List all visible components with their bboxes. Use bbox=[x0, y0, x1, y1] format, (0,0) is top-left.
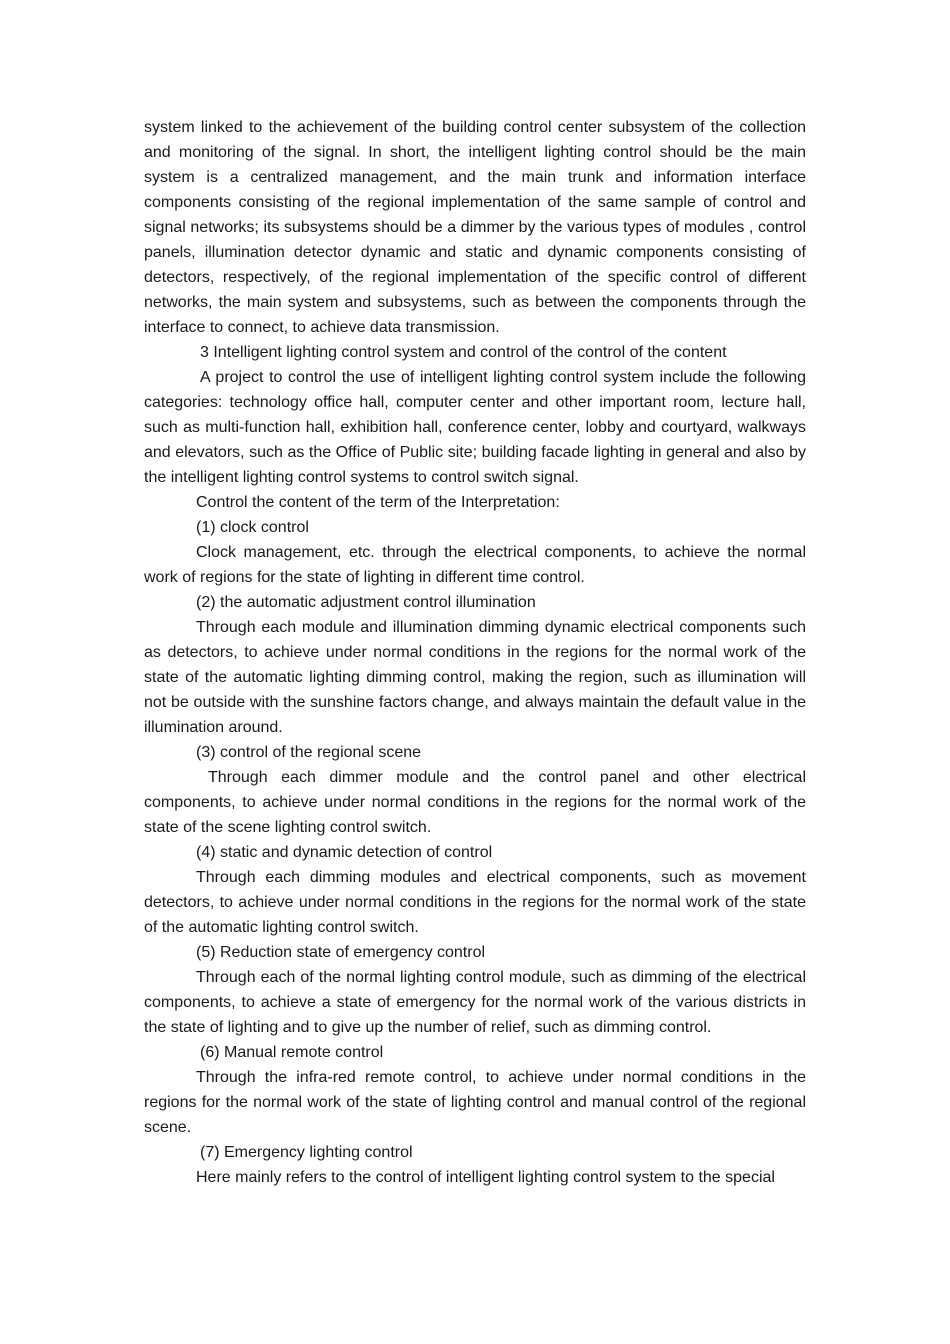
list-item-heading: (7) Emergency lighting control bbox=[200, 1144, 413, 1161]
section-heading: 3 Intelligent lighting control system and control of the control of the content bbox=[200, 344, 727, 361]
list-item-heading: (5) Reduction state of emergency control bbox=[196, 944, 486, 961]
list-item-heading: (4) static and dynamic detection of control bbox=[196, 844, 493, 861]
list-item-heading: (3) control of the regional scene bbox=[196, 744, 422, 761]
list-item-heading: (1) clock control bbox=[196, 519, 309, 536]
paragraph: Through each module and illumination dimming dynamic electrical components such as detectors, to achieve under normal conditions in the regions for the normal work of the state of the automatic lighting dimming control, making the region, such as illumination will not be outside with the sunshine factors change, and always maintain the default value in the illumination around. bbox=[144, 619, 806, 736]
paragraph-continuation: system linked to the achievement of the building control center subsystem of the collection and monitoring of the signal. In short, the intelligent lighting control should be the main system is a centralized management, and the main trunk and information interface components consisting of the regional implementation of the same sample of control and signal networks; its subsystems should be a dimmer by the various types of modules , control panels, illumination detector dynamic and static and dynamic components consisting of detectors, respectively, of the regional implementation of the specific control of different networks, the main system and subsystems, such as between the components through the interface to connect, to achieve data transmission. bbox=[144, 119, 806, 336]
paragraph: Through the infra-red remote control, to achieve under normal conditions in the regions for the normal work of the state of lighting control and manual control of the regional scene. bbox=[144, 1069, 806, 1136]
body-text bbox=[144, 115, 806, 1190]
list-item-heading: (6) Manual remote control bbox=[200, 1044, 384, 1061]
paragraph: Through each dimming modules and electrical components, such as movement detectors, to achieve under normal conditions in the regions for the normal work of the state of the automatic lighting control switch. bbox=[144, 869, 806, 936]
paragraph: Through each dimmer module and the control panel and other electrical components, to achieve under normal conditions in the regions for the normal work of the state of the scene lighting control switch. bbox=[144, 769, 806, 836]
paragraph-trailing: Here mainly refers to the control of intelligent lighting control system to the special bbox=[196, 1169, 775, 1186]
paragraph: Control the content of the term of the Interpretation: bbox=[196, 494, 560, 511]
paragraph: A project to control the use of intelligent lighting control system include the following categories: technology office hall, computer center and other important room, lecture hall, such as multi-function hall, exhibition hall, conference center, lobby and courtyard, walkways and elevators, such as the Office of Public site; building facade lighting in general and also by the intelligent lighting control systems to control switch signal. bbox=[144, 369, 806, 486]
list-item-heading: (2) the automatic adjustment control illumination bbox=[196, 594, 536, 611]
paragraph: Through each of the normal lighting control module, such as dimming of the electrical components, to achieve a state of emergency for the normal work of the various districts in the state of lighting and to give up the number of relief, such as dimming control. bbox=[144, 969, 806, 1036]
paragraph: Clock management, etc. through the electrical components, to achieve the normal work of regions for the state of lighting in different time control. bbox=[144, 544, 806, 586]
